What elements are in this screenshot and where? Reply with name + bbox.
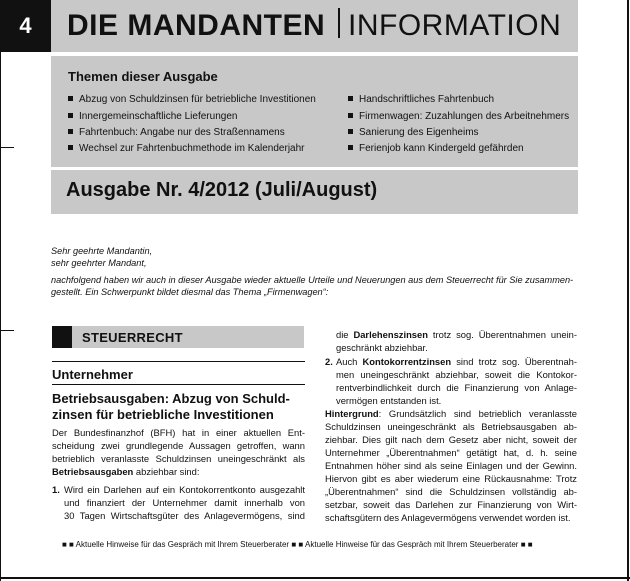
topic-item: Handschriftliches Fahrtenbuch — [348, 94, 494, 105]
body-line: rentverbindlichkeit durch die Finanzierung von Anlage- — [336, 382, 577, 393]
subheading: Unternehmer — [52, 367, 133, 382]
body-line: scheidung zwei grundlegende Aussagen getroffen, wann — [52, 440, 305, 451]
intro-line: nachfolgend haben wir auch in dieser Ausgabe wieder aktuelle Urteile und Neuerungen aus dem Steuerrecht für Sie zusammen- — [51, 275, 574, 285]
issue-band — [51, 170, 578, 214]
body-line: men uneingeschränkt abziehbar, soweit die Kontokor- — [336, 369, 577, 380]
topic-item: Abzug von Schuldzinsen für betriebliche Investitionen — [68, 94, 316, 105]
body-line: Unternehmer „Überentnahmen“ getätigt hat, d. h. seine — [325, 447, 577, 458]
body-line: geschränkt abziehbar. — [336, 342, 428, 353]
footer-note: ■ ■ Aktuelle Hinweise für das Gespräch mit Ihrem Steuerberater ■ ■ Aktuelle Hinweise für das Gespräch mit Ihrem Steuerberater ■ ■ — [62, 540, 533, 549]
divider — [52, 384, 305, 385]
body-line: schaftsgütern des Anlagevermögens verwendet worden ist. — [325, 512, 571, 523]
salutation-line: sehr geehrter Mandant, — [51, 258, 147, 268]
bullet-square-icon — [68, 96, 73, 101]
margin-mark — [0, 147, 14, 148]
topics-title: Themen dieser Ausgabe — [68, 69, 218, 84]
divider — [52, 361, 305, 362]
body-line: vermögen entstanden ist. — [336, 395, 442, 406]
body-line: Der Bundesfinanzhof (BFH) hat in einer aktuellen Ent- — [52, 427, 305, 438]
bullet-square-icon — [348, 145, 353, 150]
body-line: Entnahmen höher sind als seine Einlagen und der Gewinn. — [325, 460, 577, 471]
bullet-square-icon — [68, 129, 73, 134]
body-line: „Überentnahmen“ sind die Schuldzinsen vollständig ab- — [325, 486, 577, 497]
body-line: Schuldzinsen uneingeschränkt als Betriebsausgaben ab- — [325, 421, 577, 432]
header-separator — [338, 8, 340, 38]
bullet-square-icon — [68, 145, 73, 150]
body-line: 30 Tagen Wirtschaftsgüter des Anlagevermögens, sind — [64, 510, 305, 521]
topic-item: Sanierung des Eigenheims — [348, 127, 479, 138]
intro-line: gestellt. Ein Schwerpunkt bildet diesmal das Thema „Firmenwagen“: — [51, 287, 329, 297]
body-line: Hiervon gibt es aber wiederum eine Rückausnahme: Trotz — [325, 473, 577, 484]
page-frame-bottom — [0, 577, 630, 579]
page-frame-left — [0, 0, 1, 581]
section-marker — [52, 326, 72, 348]
topic-item: Wechsel zur Fahrtenbuchmethode im Kalenderjahr — [68, 143, 305, 154]
list-number: 1. — [52, 484, 60, 495]
topics-box — [51, 56, 578, 167]
body-line: setzbar, soweit das Darlehen zur Finanzierung von Wirt- — [325, 499, 577, 510]
bullet-square-icon — [348, 129, 353, 134]
newsletter-subtitle: INFORMATION — [348, 9, 562, 42]
topic-item: Innergemeinschaftliche Lieferungen — [68, 111, 237, 122]
margin-mark — [0, 330, 14, 331]
topic-item: Firmenwagen: Zuzahlungen des Arbeitnehmers — [348, 111, 569, 122]
section-heading — [52, 326, 304, 348]
body-line: Wird ein Darlehen auf ein Kontokorrentkonto ausgezahlt — [64, 484, 305, 495]
list-number: 2. — [325, 356, 333, 367]
bullet-square-icon — [68, 113, 73, 118]
article-title: zinsen für betriebliche Investitionen — [52, 407, 274, 422]
newsletter-title: DIE MANDANTEN — [67, 9, 326, 42]
page-frame-right — [627, 0, 629, 581]
topic-item: Ferienjob kann Kindergeld gefährden — [348, 143, 524, 154]
bullet-square-icon — [348, 113, 353, 118]
page-number: 4 — [0, 0, 51, 52]
body-line: ziehbar. Dies gilt nach dem Gesetz aber nicht, soweit der — [325, 434, 577, 445]
section-label: STEUERRECHT — [82, 330, 183, 345]
body-line: und finanziert der Unternehmer damit innerhalb von — [64, 497, 305, 508]
salutation-line: Sehr geehrte Mandantin, — [51, 246, 153, 256]
issue-title: Ausgabe Nr. 4/2012 (Juli/August) — [66, 179, 378, 201]
body-line: betrieblich veranlasste Schuldzinsen uneingeschränkt als — [52, 453, 305, 464]
body-line: Hintergrund: Grundsätzlich sind betrieblich veranlasste — [325, 408, 577, 419]
article-title: Betriebsausgaben: Abzug von Schuld- — [52, 391, 290, 406]
body-line: Auch Kontokorrentzinsen sind trotz sog. Überentnah- — [336, 356, 577, 367]
bullet-square-icon — [348, 96, 353, 101]
body-line: Betriebsausgaben abziehbar sind: — [52, 466, 200, 477]
topic-item: Fahrtenbuch: Angabe nur des Straßennamens — [68, 127, 285, 138]
body-line: die Darlehenszinsen trotz sog. Überentnahmen unein- — [336, 329, 577, 340]
